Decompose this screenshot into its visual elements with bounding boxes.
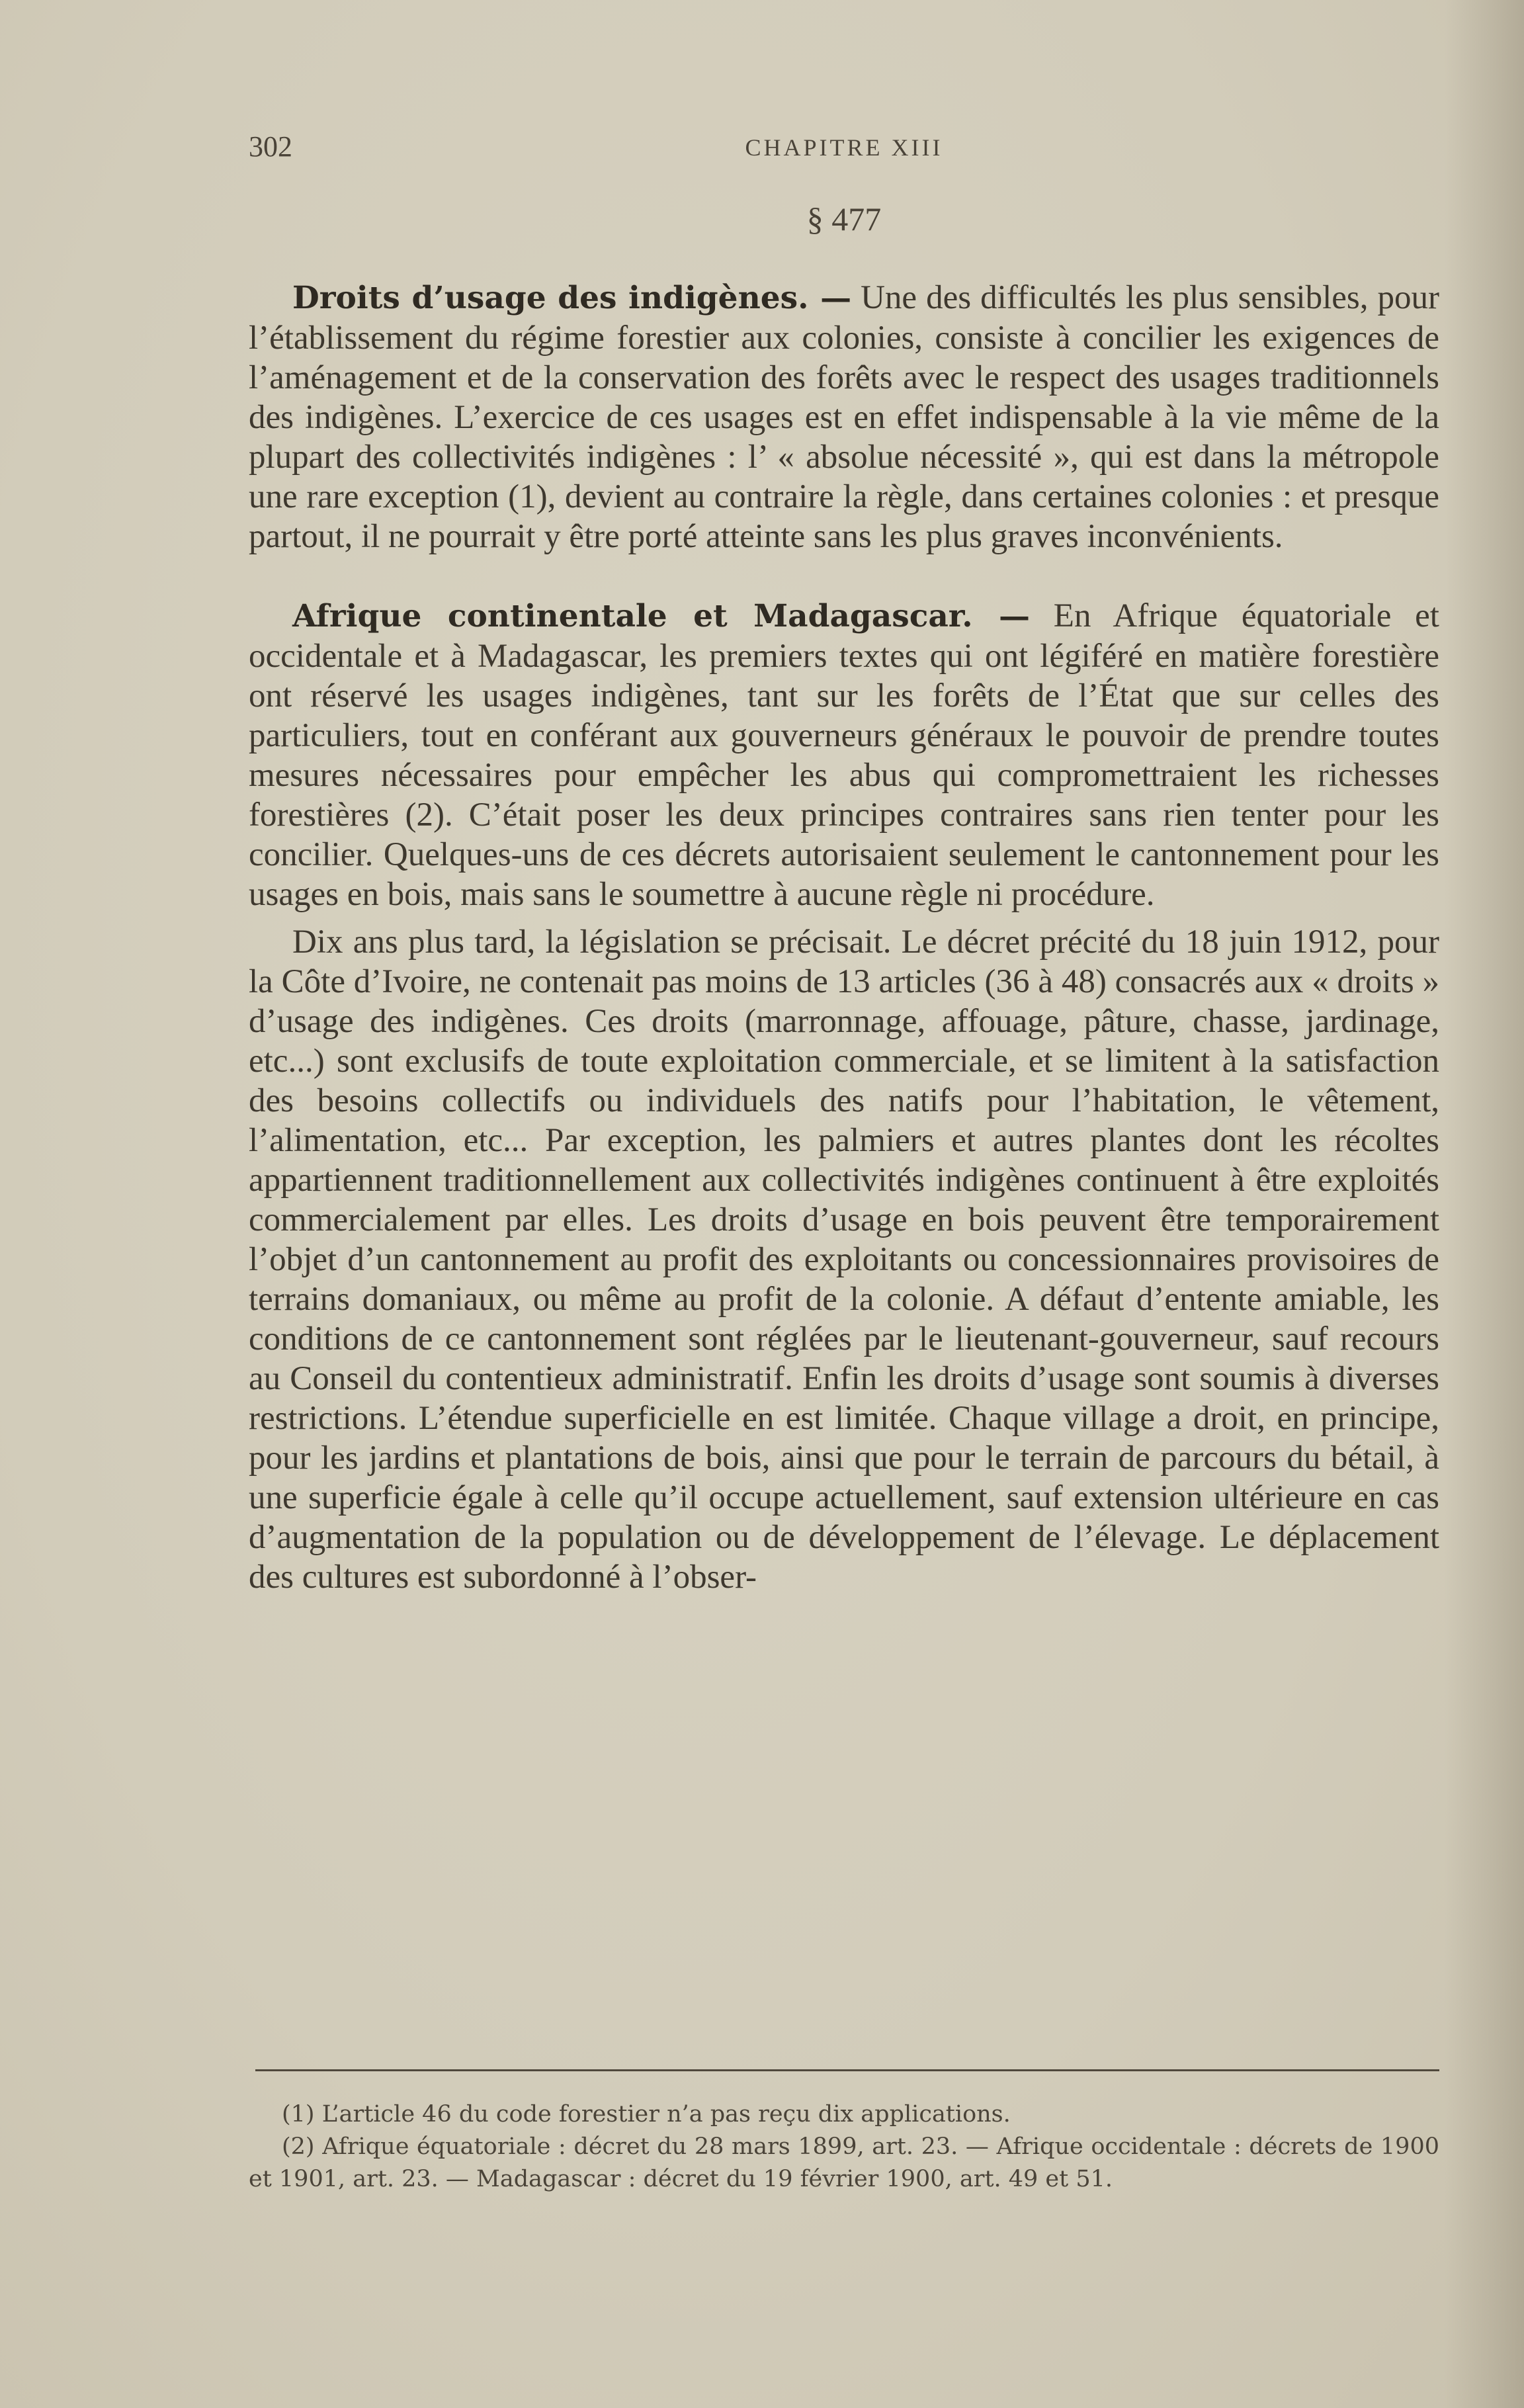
paragraph-africa-madagascar	[249, 596, 1439, 914]
section-number: § 477	[806, 200, 882, 237]
footnote-divider	[255, 2069, 1439, 2071]
paragraph-legislation	[249, 922, 1439, 1597]
paragraph-text: Dix ans plus tard, la législation se précisait. Le décret précité du 18 juin 1912, pour la Côte d’Ivoire, ne contenait pas moins de 13 articles (36 à 48) consacrés aux « droits » d’usage des indigènes. Ces droits (marronnage, affouage, pâture, chasse, jardinage, etc...) sont exclusifs de toute exploitation commerciale, et se limitent à la satisfaction des besoins collectifs ou individuels des natifs pour l’habitation, le vêtement, l’alimentation, etc... Par exception, les palmiers et autres plantes dont les récoltes appartiennent traditionnellement aux collectivités indigènes continuent à être exploités commercialement par elles. Les droits d’usage en bois peuvent être temporairement l’objet d’un cantonnement au profit des exploitants ou concessionnaires provisoires de terrains domaniaux, ou même au profit de la colonie. A défaut d’entente amiable, les conditions de ce cantonnement sont réglées par le lieutenant-gouverneur, sauf recours au Conseil du contentieux administratif. Enfin les droits d’usage sont soumis à diverses restrictions. L’étendue superficielle en est limitée. Chaque village a droit, en principe, pour les jardins et plantations de bois, ainsi que pour le terrain de parcours du bétail, à une superficie égale à celle qu’il occupe actuellement, sauf extension ultérieure en cas d’augmentation de la population ou de développement de l’élevage. Le déplacement des cultures est subordonné à l’obser-	[249, 924, 1439, 1596]
footnotes	[249, 2098, 1439, 2196]
chapter-title: CHAPITRE XIII	[745, 134, 943, 161]
page-number: 302	[249, 130, 292, 163]
paragraph-usage-rights	[249, 278, 1439, 556]
paragraph-text: Une des difficultés les plus sensibles, pour l’établissement du régime forestier aux colonies, consiste à concilier les exigences de l’aménagement et de la conservation des forêts avec le respect des usages traditionnels des indigènes. L’exercice de ces usages est en effet indispensable à la vie même de la plupart des collectivités indigènes : l’ « absolue nécessité », qui est dans la métropole une rare exception (1), devient au contraire la règle, dans certaines colonies : et presque partout, il ne pourrait y être porté atteinte sans les plus graves inconvénients.	[249, 279, 1439, 555]
paragraph-heading: Afrique continentale et Madagascar. —	[292, 598, 1030, 634]
footnote-1: (1) L’article 46 du code forestier n’a pas reçu dix applications.	[282, 2101, 1011, 2128]
paragraph-text: En Afrique équatoriale et occidentale et à Madagascar, les premiers textes qui ont légiféré en matière forestière ont réservé les usages indigènes, tant sur les forêts de l’État que sur celles des particuliers, tout en conférant aux gouverneurs généraux le pouvoir de prendre toutes mesures nécessaires pour empêcher les abus qui compromettraient les richesses forestières (2). C’était poser les deux principes contraires sans rien tenter pour les concilier. Quelques-uns de ces décrets autorisaient seulement le cantonnement pour les usages en bois, mais sans le soumettre à aucune règle ni procédure.	[249, 597, 1439, 913]
running-header	[249, 130, 1439, 169]
page-edge-shadow	[1445, 0, 1524, 2408]
body-text	[249, 278, 1439, 1597]
footnote-2: (2) Afrique équatoriale : décret du 28 mars 1899, art. 23. — Afrique occidentale : décrets de 1900 et 1901, art. 23. — Madagascar : décret du 19 février 1900, art. 49 et 51.	[249, 2133, 1439, 2192]
paragraph-heading: Droits d’usage des indigènes. —	[292, 280, 852, 316]
